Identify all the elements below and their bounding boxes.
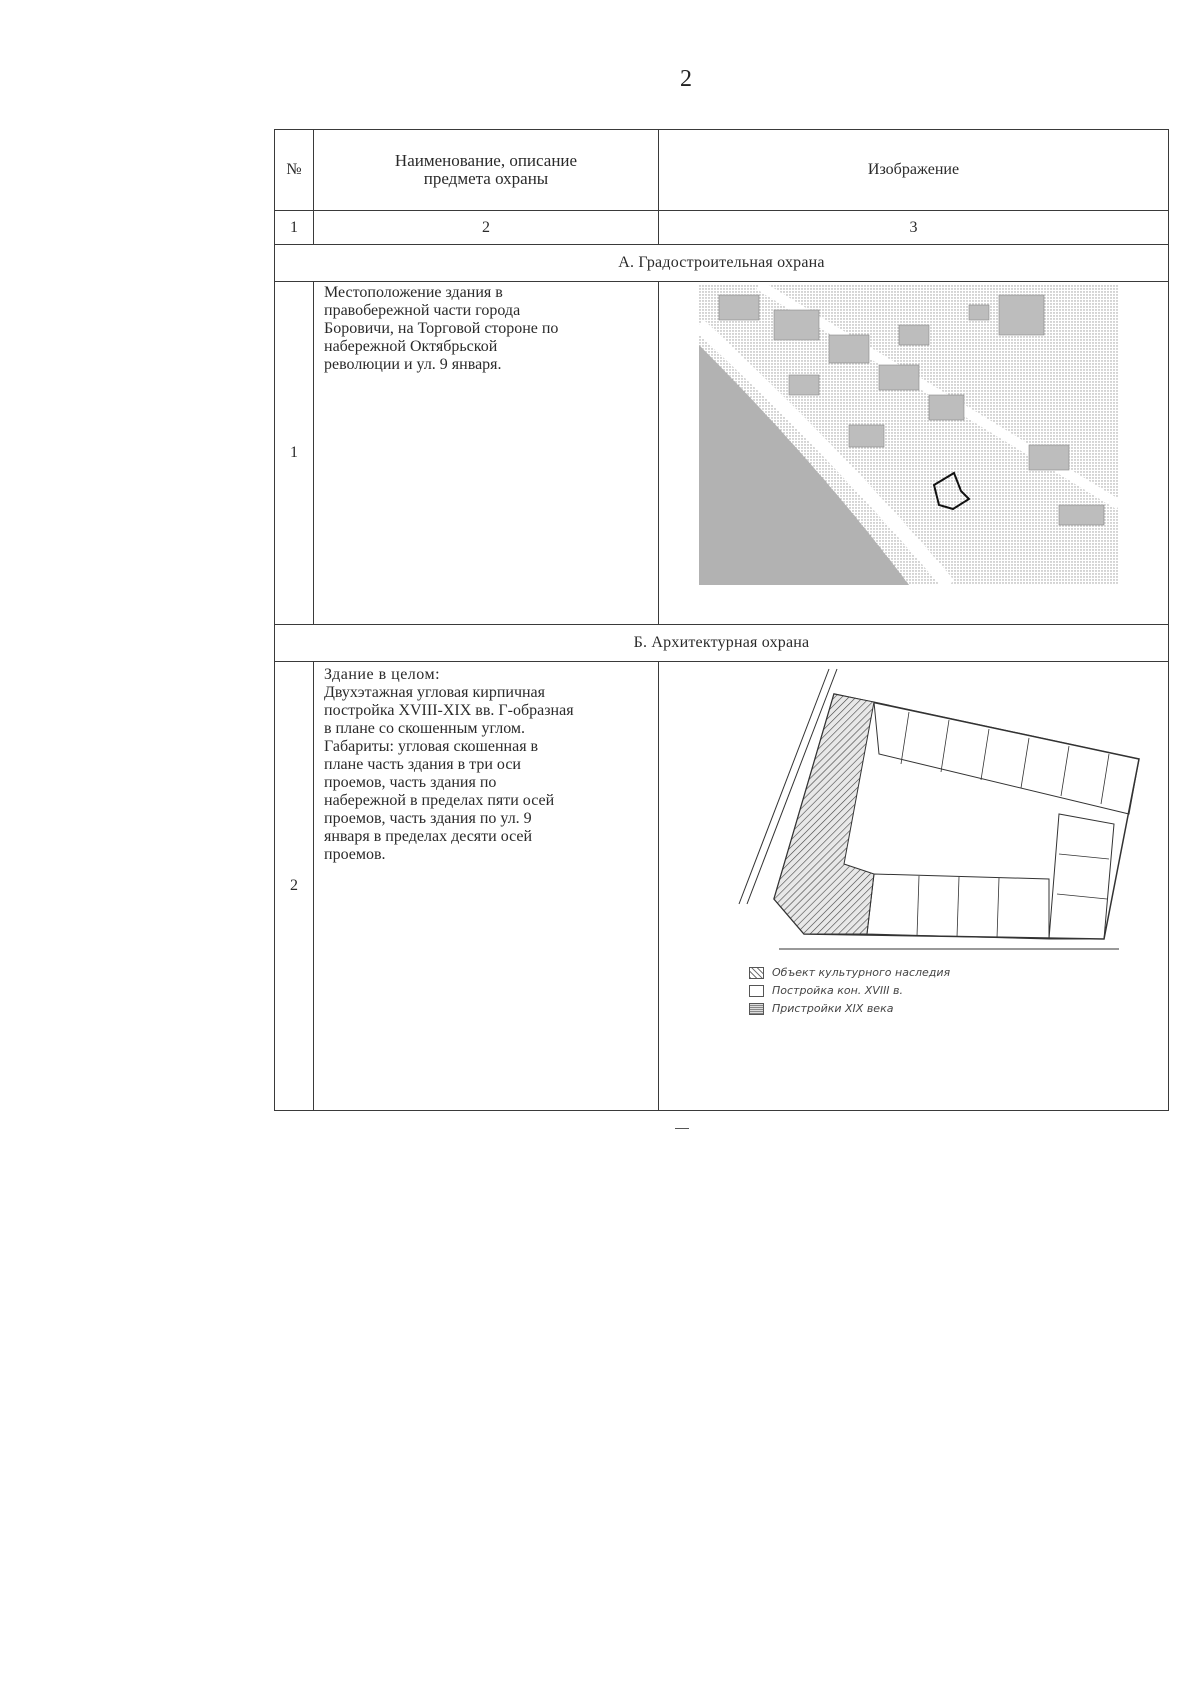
row-number: 1	[275, 282, 314, 625]
legend-item	[749, 1000, 950, 1018]
hatched-swatch-icon	[749, 967, 764, 979]
row-number: 2	[275, 662, 314, 1111]
image-cell	[659, 282, 1169, 625]
dense-swatch-icon	[749, 1003, 764, 1015]
description-line: революции и ул. 9 января.	[324, 356, 502, 373]
row-description	[314, 662, 659, 1111]
legend-item	[749, 964, 950, 982]
description-line: правобережной части города	[324, 302, 521, 319]
description-line: проемов.	[324, 846, 386, 863]
header-name	[314, 130, 659, 211]
header-name-line-2: предмета охраны	[423, 169, 549, 188]
column-index-3: 3	[659, 211, 1169, 245]
blank-swatch-icon	[749, 985, 764, 997]
table-row	[275, 662, 1169, 1111]
description-line: проемов, часть здания по ул. 9	[324, 810, 532, 827]
legend-label: Постройка кон. XVIII в.	[772, 984, 904, 997]
description-line: набережной Октябрьской	[324, 338, 498, 355]
legend-label: Объект культурного наследия	[772, 966, 951, 979]
column-index-row	[275, 211, 1169, 245]
protection-table	[274, 129, 1169, 1111]
description-line: в плане со скошенным углом.	[324, 720, 526, 737]
description-line: плане часть здания в три оси	[324, 756, 521, 773]
description-title: Здание в целом:	[324, 666, 441, 683]
legend-label: Пристройки XIX века	[772, 1002, 894, 1015]
legend-item	[749, 982, 950, 1000]
plan-legend	[749, 964, 950, 1018]
floor-plan-image	[719, 664, 1149, 952]
description-line: постройка XVIII-XIX вв. Г-образная	[324, 702, 574, 719]
header-name-line-1: Наименование, описание	[394, 151, 578, 170]
description-line: Боровичи, на Торговой стороне по	[324, 320, 559, 337]
column-index-1: 1	[275, 211, 314, 245]
description-line: Местоположение здания в	[324, 284, 503, 301]
section-a-row	[275, 245, 1169, 282]
column-index-2: 2	[314, 211, 659, 245]
table-row	[275, 282, 1169, 625]
table-header-row	[275, 130, 1169, 211]
description-line: набережной в пределах пяти осей	[324, 792, 555, 809]
image-cell	[659, 662, 1169, 1111]
header-image: Изображение	[659, 130, 1169, 211]
description-line: проемов, часть здания по	[324, 774, 497, 791]
row-description	[314, 282, 659, 625]
section-a-title: А. Градостроительная охрана	[275, 245, 1169, 282]
footer-mark	[675, 1128, 689, 1129]
page-number: 2	[680, 66, 692, 92]
location-map-image	[699, 285, 1119, 585]
section-b-row	[275, 625, 1169, 662]
section-b-title: Б. Архитектурная охрана	[275, 625, 1169, 662]
header-number: №	[275, 130, 314, 211]
description-line: Двухэтажная угловая кирпичная	[324, 684, 546, 701]
description-line: Габариты: угловая скошенная в	[324, 738, 539, 755]
description-line: января в пределах десяти осей	[324, 828, 533, 845]
